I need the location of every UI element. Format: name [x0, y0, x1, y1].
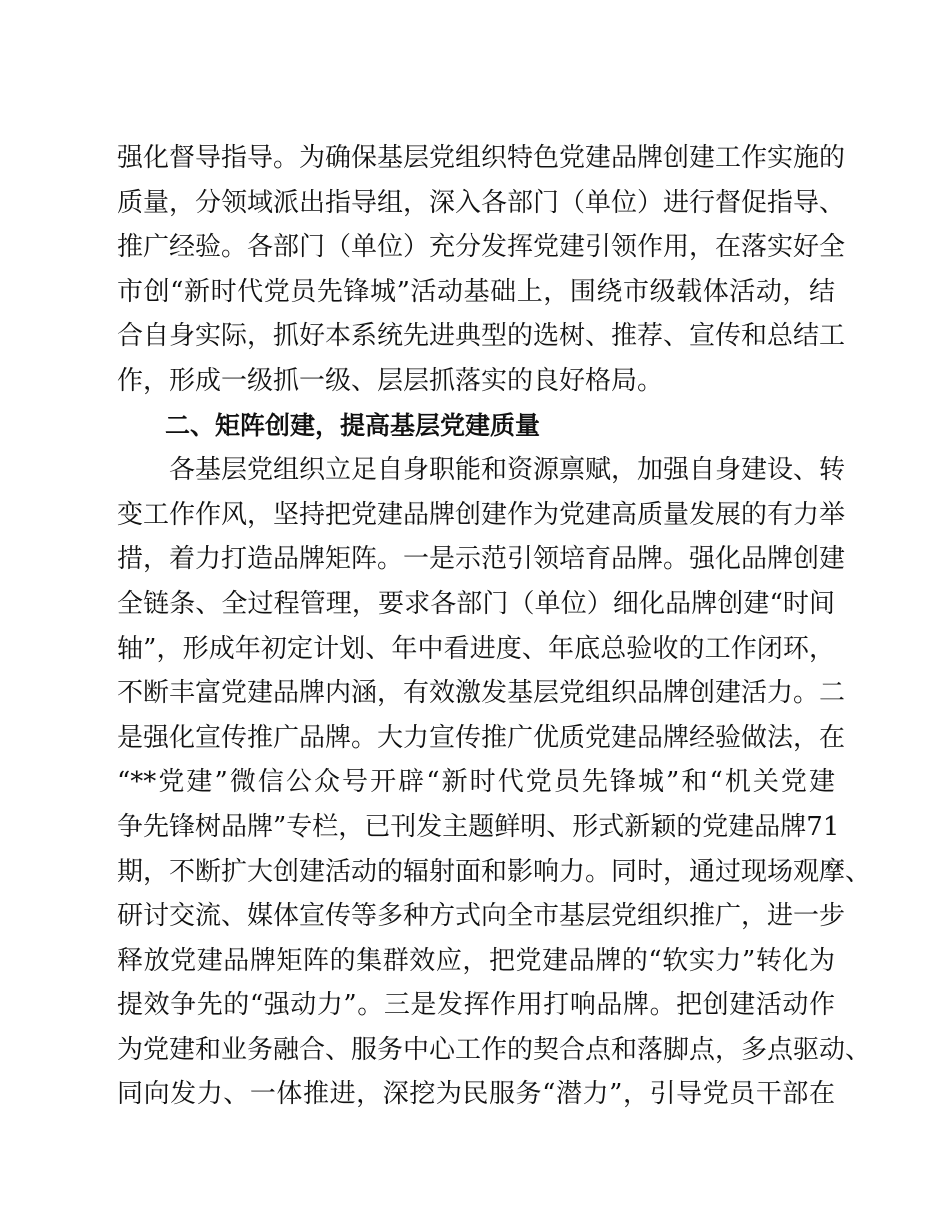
- document-body: [117, 136, 872, 1117]
- paragraph-line: 同向发力、一体推进，深挖为民服务“潜力”，引导党员干部在: [117, 1079, 835, 1110]
- paragraph-line: 强化督导指导。为确保基层党组织特色党建品牌创建工作实施的: [117, 143, 846, 173]
- paragraph-line: 措，着力打造品牌矩阵。一是示范引领培育品牌。强化品牌创建: [117, 544, 846, 575]
- paragraph-line: 市创“新时代党员先锋城”活动基础上，围绕市级载体活动，结: [117, 276, 835, 307]
- paragraph-line: 研讨交流、媒体宣传等多种方式向全市基层党组织推广，进一步: [117, 901, 846, 932]
- paragraph-line: 作，形成一级抓一级、层层抓落实的良好格局。: [117, 365, 664, 396]
- paragraph-line: 合自身实际，抓好本系统先进典型的选树、推荐、宣传和总结工: [117, 321, 846, 352]
- paragraph-line: 各基层党组织立足自身职能和资源禀赋，加强自身建设、转: [169, 455, 846, 486]
- paragraph-line: 是强化宣传推广品牌。大力宣传推广优质党建品牌经验做法，在: [117, 722, 846, 753]
- paragraph-line: 质量，分领域派出指导组，深入各部门（单位）进行督促指导、: [117, 187, 846, 218]
- paragraph-line: 全链条、全过程管理，要求各部门（单位）细化品牌创建“时间: [117, 588, 835, 619]
- paragraph-line: 轴”，形成年初定计划、年中看进度、年底总验收的工作闭环，: [117, 633, 835, 664]
- paragraph-line: “**党建”微信公众号开辟“新时代党员先锋城”和“机关党建: [117, 767, 835, 798]
- paragraph-line: 为党建和业务融合、服务中心工作的契合点和落脚点，多点驱动、: [117, 1034, 872, 1065]
- paragraph-line: 期，不断扩大创建活动的辐射面和影响力。同时，通过现场观摩、: [117, 856, 872, 887]
- paragraph-line: 提效争先的“强动力”。三是发挥作用打响品牌。把创建活动作: [117, 990, 835, 1021]
- paragraph-line: 不断丰富党建品牌内涵，有效激发基层党组织品牌创建活力。二: [117, 678, 846, 709]
- paragraph-line: 推广经验。各部门（单位）充分发挥党建引领作用，在落实好全: [117, 232, 846, 263]
- section-heading: 二、矩阵创建，提高基层党建质量: [165, 410, 541, 440]
- paragraph-line: 变工作作风，坚持把党建品牌创建作为党建高质量发展的有力举: [117, 499, 846, 530]
- paragraph-line: 争先锋树品牌”专栏，已刊发主题鲜明、形式新颖的党建品牌71: [117, 811, 840, 842]
- paragraph-line: 释放党建品牌矩阵的集群效应，把党建品牌的“软实力”转化为: [117, 945, 835, 976]
